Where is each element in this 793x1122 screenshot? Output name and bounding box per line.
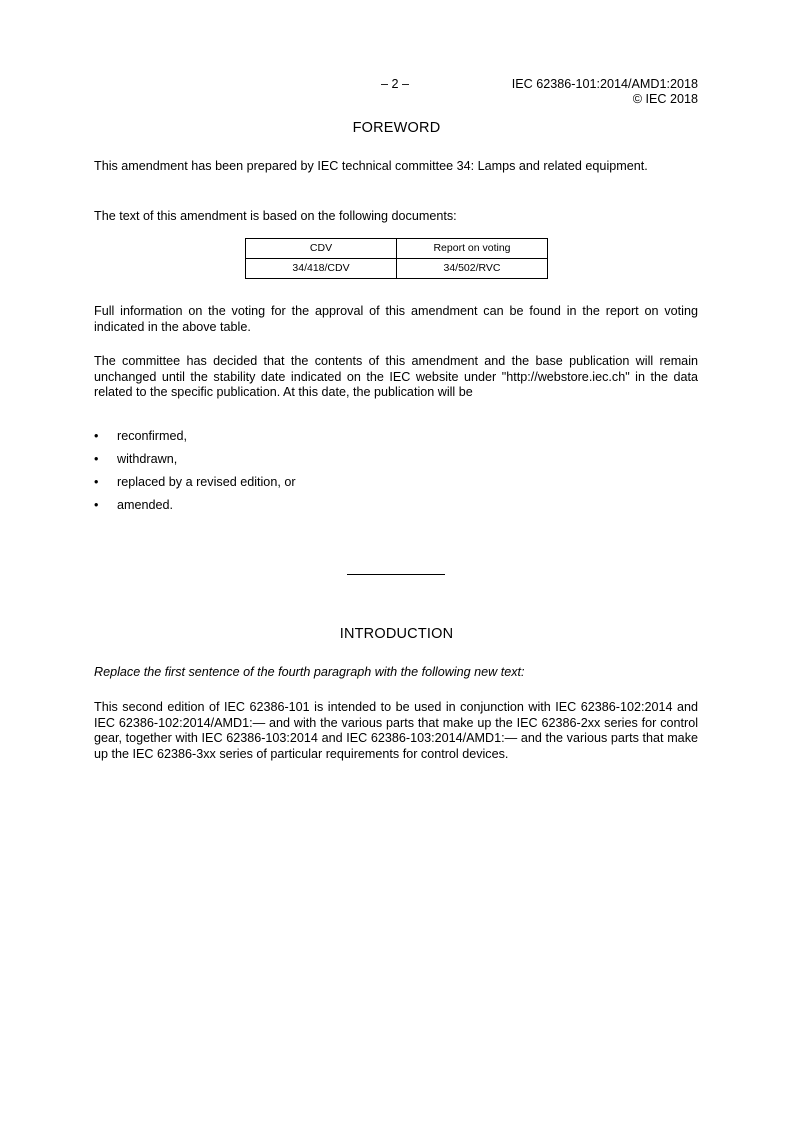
table-cell: 34/502/RVC [397,259,548,279]
bullet-icon: • [94,475,99,489]
publication-status-list [94,429,296,521]
copyright-notice: © IEC 2018 [632,92,698,106]
introduction-paragraph-1: This second edition of IEC 62386-101 is intended to be used in conjunction with IEC 62386-102:2014 and IEC 62386-102:2014/AMD1:— and with the various parts that make up the IEC 62386-2xx series for control gear, together with IEC 62386-103:2014 and IEC 62386-103:2014/AMD1:— and the various parts that make up the IEC 62386-3xx series of particular requirements for control devices. [94,700,698,761]
page-number: – 2 – [380,77,409,91]
list-item-text: reconfirmed, [117,429,187,443]
table-cell: 34/418/CDV [246,259,397,279]
list-item-text: amended. [117,498,174,512]
foreword-paragraph-4: The committee has decided that the contents of this amendment and the base publication will remain unchanged until the stability date indicated on the IEC website under "http://webstore.iec.ch" in the data related to the specific publication. At this date, the publication will be [94,354,698,399]
bullet-icon: • [94,498,99,512]
foreword-paragraph-3: Full information on the voting for the approval of this amendment can be found in the report on voting indicated in the above table. [94,304,698,334]
foreword-paragraph-1: This amendment has been prepared by IEC technical committee 34: Lamps and related equipment. [94,159,648,173]
list-item [94,452,296,475]
document-id: IEC 62386-101:2014/AMD1:2018 [511,77,698,91]
voting-documents-table [245,238,548,279]
bullet-icon: • [94,429,99,443]
table-header-row [246,239,548,259]
bullet-icon: • [94,452,99,466]
table-row [246,259,548,279]
foreword-title: FOREWORD [352,120,441,136]
list-item-text: withdrawn, [117,452,178,466]
foreword-paragraph-2: The text of this amendment is based on the following documents: [94,209,457,223]
table-header-cell: Report on voting [397,239,548,259]
list-item [94,475,296,498]
list-item [94,429,296,452]
section-divider [347,574,445,575]
list-item [94,498,296,521]
introduction-title: INTRODUCTION [339,626,454,642]
list-item-text: replaced by a revised edition, or [117,475,296,489]
introduction-instruction: Replace the first sentence of the fourth paragraph with the following new text: [94,665,525,679]
table-header-cell: CDV [246,239,397,259]
